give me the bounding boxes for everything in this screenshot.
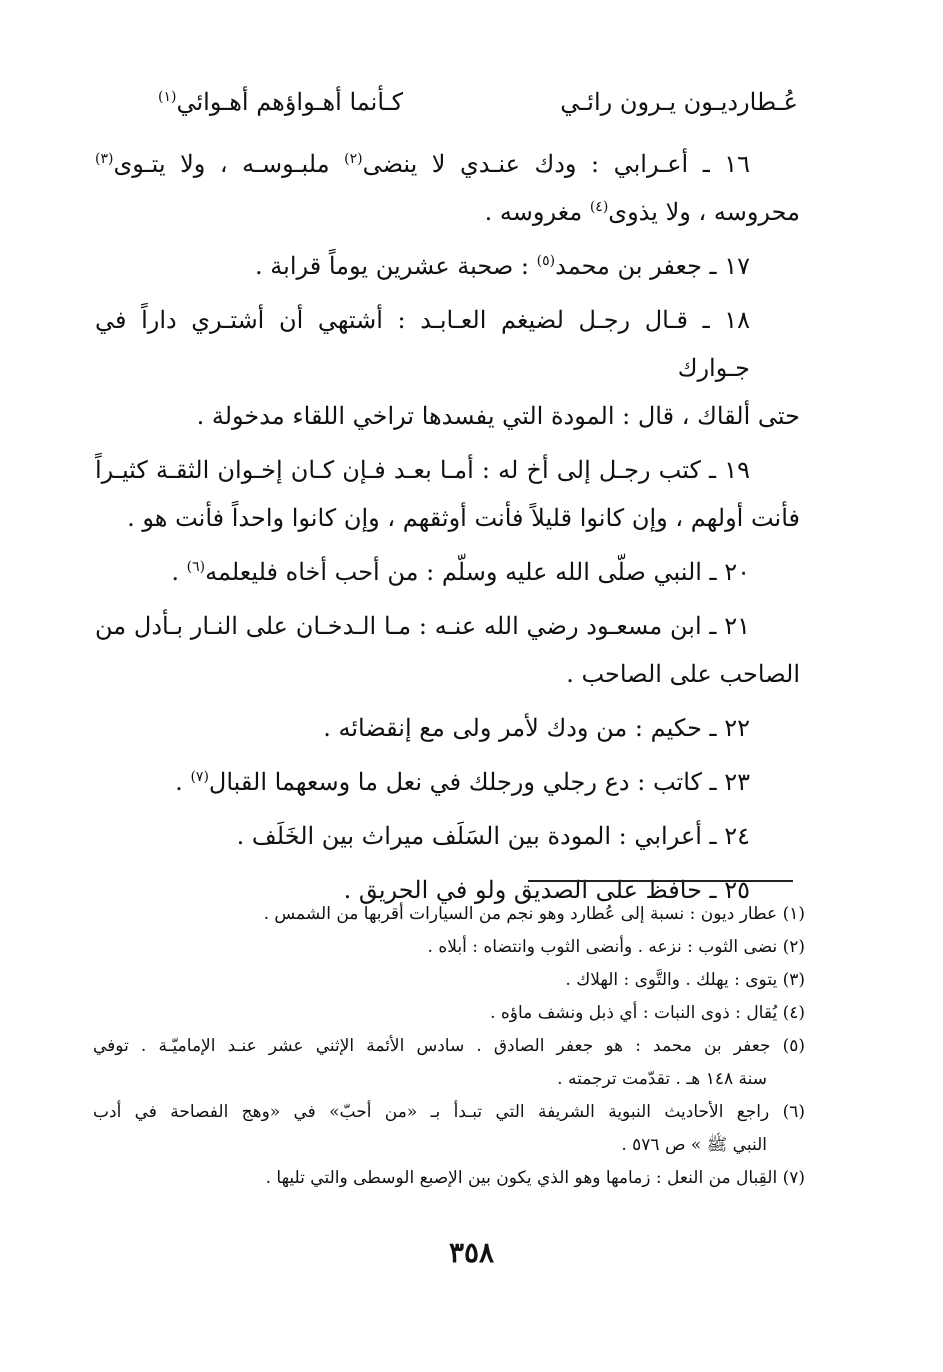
footnote-2: (٢) نضى الثوب : نزعه . وأنضى الثوب وانتضاه : أبلاه . (427, 937, 805, 957)
saying-line (95, 140, 800, 188)
footnote-7: (٧) القِبال من النعل : زمامها وهو الذي يكون بين الإصبع الوسطى والتي تليها . (265, 1168, 805, 1188)
verse-first-hemistich: عُـطارديـون يـرون رائـي (560, 88, 798, 116)
footnote-line: (٦) راجع الأحاديث النبوية الشريفة التي تبـدأ بـ «من أحبّ» في «وهج الفصاحة في أدب (93, 1102, 805, 1122)
footnote-6 (93, 1096, 805, 1162)
footnote-ref: (٤) (589, 199, 609, 215)
saying-line: ١٨ ـ قـال رجـل لضيغم العـابـد : أشتهي أن أشتـري داراً في جـوارك (95, 306, 750, 382)
footnote-divider (528, 880, 793, 882)
footnote-ref: (٣) (95, 151, 114, 167)
footnote-line: النبي ﷺ » ص ٥٧٦ . (621, 1135, 767, 1155)
verse-second-hemistich-text: كـأنما أهـواؤهم أهـوائي (176, 88, 404, 116)
footnote-line: (٥) جعفر بن محمد : هو جعفر الصادق . سادس الأئمة الإثني عشر عنـد الإماميّـة . توفي (93, 1036, 805, 1056)
footnote-ref: (١) (158, 89, 177, 105)
saying-text: ١٧ ـ جعفر بن محمد (555, 252, 750, 280)
poetry-verse (158, 82, 798, 122)
saying-text: محروسه ، ولا يذوى (608, 198, 800, 226)
sayings-list (95, 140, 800, 920)
saying-22: ٢٢ ـ حكيم : من ودك لأمر ولى مع إنقضائه . (323, 714, 750, 742)
saying-18 (95, 296, 800, 440)
saying-text: ملبـوسـه ، ولا يتـوى (113, 150, 345, 178)
saying-line: فأنت أولهم ، وإن كانوا قليلاً فأنت أوثقهم ، وإن كانوا واحداً فأنت هو . (127, 504, 800, 532)
footnote-4: (٤) يُقال : ذوى النبات : أي ذبل ونشف ماؤه . (490, 1003, 805, 1023)
saying-20 (95, 548, 800, 596)
saying-line: ١٩ ـ كتب رجـل إلى أخ له : أمـا بعـد فـإن كـان إخـوان الثقـة كثيـراً (95, 456, 750, 484)
footnote-3: (٣) يتوى : يهلك . والتَّوى : الهلاك . (565, 970, 805, 990)
footnotes (93, 898, 805, 1195)
footnote-line: سنة ١٤٨ هـ . تقدّمت ترجمته . (557, 1069, 767, 1089)
saying-text: ٢٠ ـ النبي صلّى الله عليه وسلّم : من أحب أخاه فليعلمه (205, 558, 750, 586)
saying-text: ٢٣ ـ كاتب : دع رجلي ورجلك في نعل ما وسعهما القبال (208, 768, 750, 796)
saying-16 (95, 140, 800, 236)
saying-23 (95, 758, 800, 806)
footnote-ref: (٧) (190, 769, 209, 785)
saying-24: ٢٤ ـ أعرابي : المودة بين السَلَف ميراث بين الخَلَف . (236, 822, 750, 850)
saying-text: مغروسه . (484, 198, 590, 226)
saying-21 (95, 602, 800, 698)
saying-17 (95, 242, 800, 290)
footnote-ref: (٦) (186, 559, 206, 575)
footnote-ref: (٥) (536, 253, 556, 269)
saying-line: الصاحب على الصاحب . (566, 660, 800, 688)
verse-second-hemistich (158, 82, 403, 122)
saying-text: : صحبة عشرين يوماً قرابة . (255, 252, 537, 280)
footnote-5 (93, 1030, 805, 1096)
saying-text: . (175, 768, 191, 796)
saying-25: ٢٥ ـ حافظ على الصديق ولو في الحريق . (343, 876, 750, 904)
saying-line: ٢١ ـ ابن مسعـود رضي الله عنـه : مـا الـدخـان على النـار بـأدل من (95, 612, 750, 640)
saying-text: . (171, 558, 187, 586)
saying-text: ١٦ ـ أعـرابي : ودك عنـدي لا ينضى (362, 150, 751, 178)
page-number: ٣٥٨ (448, 1236, 495, 1269)
saying-19 (95, 446, 800, 542)
footnote-1: (١) عطار ديون : نسبة إلى عُطارد وهو نجم من السيارات أقربها من الشمس . (263, 904, 805, 924)
saying-line (95, 188, 800, 236)
saying-line: حتى ألقاك ، قال : المودة التي يفسدها تراخي اللقاء مدخولة . (196, 402, 800, 430)
footnote-ref: (٢) (344, 151, 363, 167)
